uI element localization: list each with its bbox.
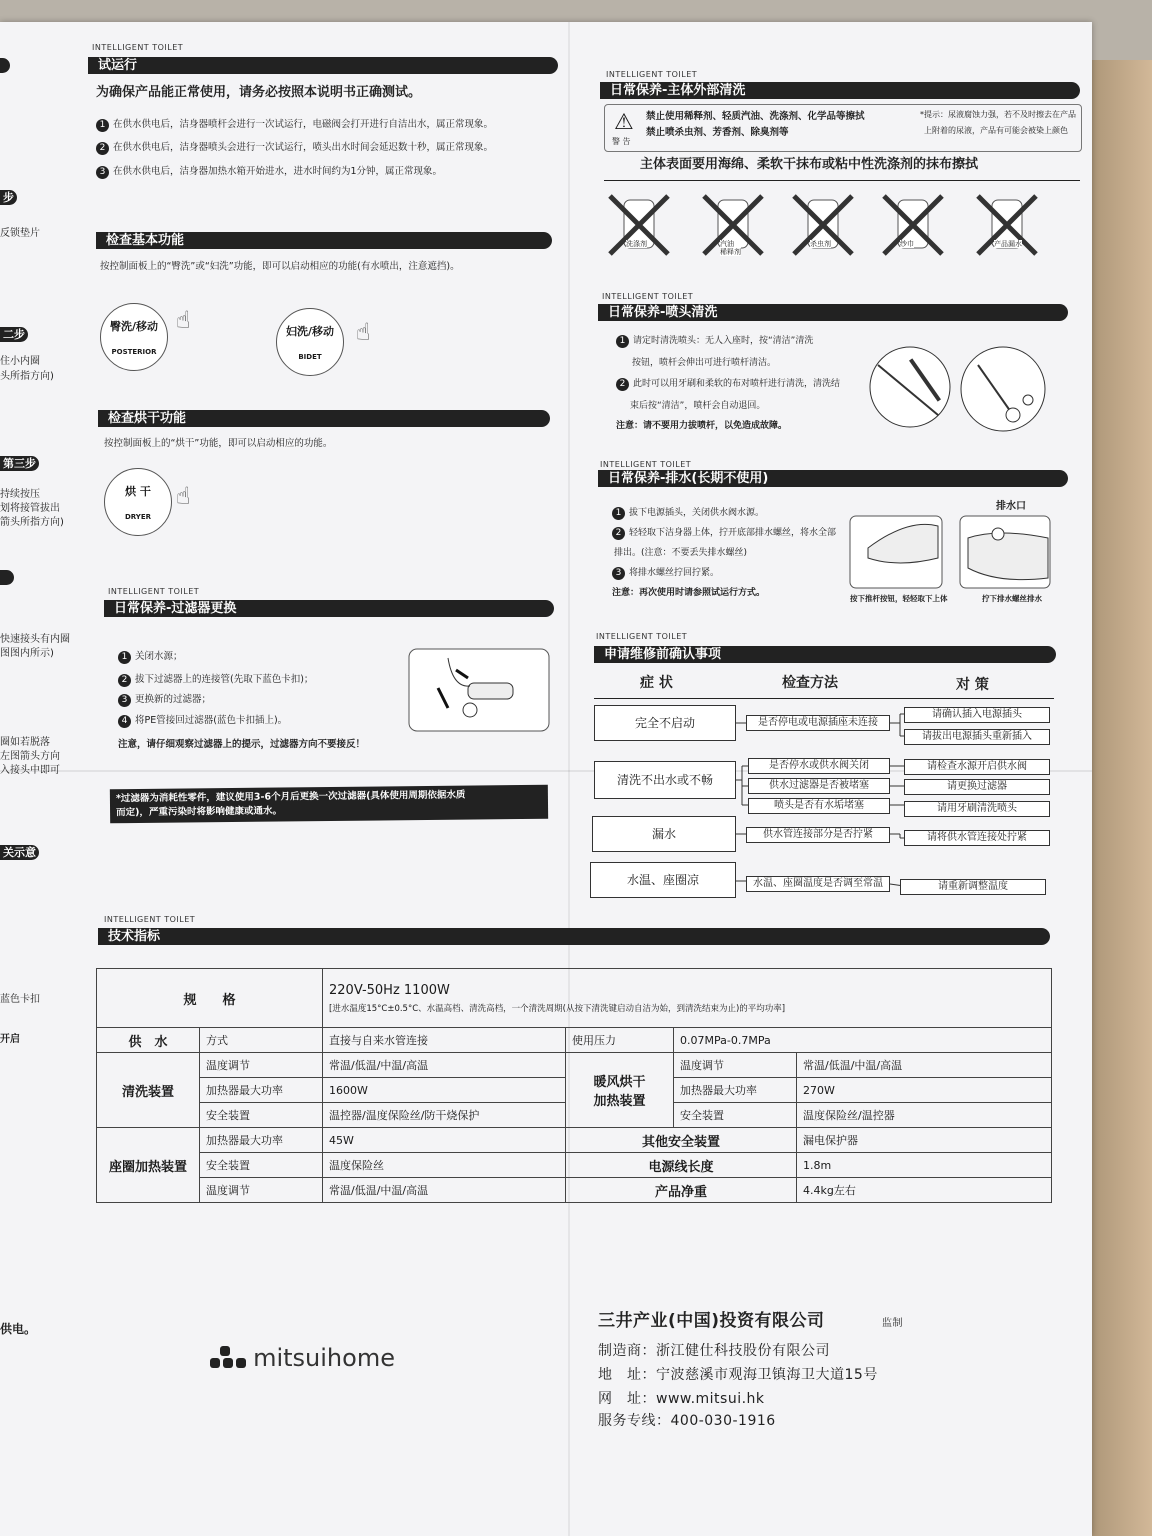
spec-table <box>96 968 1052 1203</box>
trial-intro: 为确保产品能正常使用，请务必按照本说明书正确测试。 <box>96 85 422 100</box>
filter-step <box>118 673 313 687</box>
section-title-spec: 技术指标 <box>98 928 1050 945</box>
step-number: 2 <box>616 378 629 391</box>
hand-press-icon: ☝ <box>176 482 191 510</box>
step-number: 1 <box>612 507 625 520</box>
spec-label: 规 格 <box>183 992 236 1008</box>
dryer-icon <box>104 468 172 536</box>
step-number: 3 <box>612 567 625 580</box>
dryer-value: 270W <box>797 1078 1052 1103</box>
repair-method-box: 喷头是否有水垢堵塞 <box>748 798 890 814</box>
filter-diagram <box>408 648 550 732</box>
repair-fix-box: 请拔出电源插头重新插入 <box>904 729 1050 745</box>
prohibited-item-icon <box>880 192 946 258</box>
left-fragment-text: 左图箭头方向 <box>0 751 60 762</box>
drain-step2-b: 排出。(注意：不要丢失排水螺丝) <box>614 548 748 558</box>
spec-label-cell <box>97 969 323 1028</box>
filter-step-text: 将PE管接回过滤器(蓝色卡扣插上)。 <box>135 715 288 726</box>
drain-step3-text: 将排水螺丝拧回拧紧。 <box>629 568 720 578</box>
brand-label: INTELLIGENT TOILET <box>104 915 196 924</box>
dryer-label2: 加热装置 <box>593 1094 646 1109</box>
seat-key: 加热器最大功率 <box>200 1128 323 1153</box>
drain-step3 <box>612 566 719 580</box>
other-value: 漏电保护器 <box>797 1128 1052 1153</box>
prohibited-item-icon <box>606 192 672 258</box>
drain-note: 注意：再次使用时请参照试运行方式。 <box>612 588 766 598</box>
hand-press-icon: ☝ <box>176 306 191 334</box>
repair-header-fix: 对 策 <box>956 677 989 693</box>
other-key: 电源线长度 <box>566 1153 797 1178</box>
repair-method-box: 供水管连接部分是否拧紧 <box>746 827 890 843</box>
repair-method-box: 是否停电或电源插座未连接 <box>746 715 890 731</box>
prohibited-item-label: 汽油 稀释剂 <box>720 240 741 256</box>
left-fragment-text: 入接头中即可 <box>0 765 60 776</box>
repair-method-box: 是否停水或供水阀关闭 <box>748 758 890 774</box>
left-fragment-text: 箭头所指方向) <box>0 517 64 528</box>
bidet-label: 妇洗/移动 <box>285 325 335 338</box>
wash-key: 安全装置 <box>200 1103 323 1128</box>
other-key: 其他安全装置 <box>566 1128 797 1153</box>
fold-line-vertical <box>568 22 570 1536</box>
exterior-ban2: 禁止喷杀虫剂、芳香剂、除臭剂等 <box>646 127 789 138</box>
water-value: 直接与自来水管连接 <box>323 1028 566 1053</box>
prohibited-item-icon <box>974 192 1040 258</box>
wash-value: 温控器/温度保险丝/防干烧保护 <box>323 1103 566 1128</box>
other-value: 4.4kg左右 <box>797 1178 1052 1203</box>
step-number: 3 <box>118 694 131 707</box>
repair-symptom-box: 清洗不出水或不畅 <box>594 761 736 799</box>
dryer-key: 加热器最大功率 <box>674 1078 797 1103</box>
wash-label-cell <box>97 1053 200 1128</box>
left-fragment-text: 头所指方向) <box>0 371 54 382</box>
prohibited-item-icon <box>700 192 766 258</box>
brand-label: INTELLIGENT TOILET <box>108 587 200 596</box>
repair-fix-box: 请检查水源开启供水阀 <box>904 759 1050 775</box>
step-number: 4 <box>118 715 131 728</box>
section-title-repair: 申请维修前确认事项 <box>594 646 1056 663</box>
supervise-label: 监制 <box>882 1318 903 1329</box>
filter-warning-line2: 而定)，严重污染时将影响健康或通水。 <box>116 805 282 819</box>
prohibited-item-label: 杀虫剂 <box>810 240 831 248</box>
seat-value: 常温/低温/中温/高温 <box>323 1178 566 1203</box>
repair-fix-box: 请将供水管连接处拧紧 <box>904 830 1050 846</box>
section-title-basic: 检查基本功能 <box>96 232 552 249</box>
background-right <box>1082 60 1152 1536</box>
left-fragment-step3: 第三步 <box>0 456 39 471</box>
nozzle-step2-a: 此时可以用牙刷和柔软的布对喷杆进行清洗，清洗结 <box>633 379 841 389</box>
left-fragment-text: 划将接管拔出 <box>0 503 60 514</box>
other-key: 产品净重 <box>566 1178 797 1203</box>
filter-step-text: 关闭水源； <box>135 651 183 662</box>
warning-triangle-icon: ⚠ <box>614 110 634 135</box>
water-key: 方式 <box>200 1028 323 1053</box>
drain-step1 <box>612 506 764 520</box>
filter-step <box>118 714 287 728</box>
left-fragment-bar <box>0 570 14 585</box>
nozzle-step1 <box>616 334 813 348</box>
section-title-nozzle: 日常保养-喷头清洗 <box>598 304 1068 321</box>
left-fragment-bar: 关示意 <box>0 845 39 860</box>
trial-step <box>96 141 493 155</box>
section-title-trial: 试运行 <box>88 57 558 74</box>
drain-outlet-label: 排水口 <box>996 501 1026 512</box>
nozzle-step1-a: 请定时清洗喷头：无人入座时，按“清洁”清洗 <box>633 336 814 346</box>
drain-caption1: 按下推杆按钮，轻轻取下上体 <box>850 594 948 603</box>
repair-method-box: 供水过滤器是否被堵塞 <box>748 778 890 794</box>
dryer-label1: 暖风烘干 <box>593 1075 646 1090</box>
repair-header-method: 检查方法 <box>782 675 838 691</box>
logo-text: mitsuihome <box>253 1344 395 1372</box>
exterior-tip1: *提示：尿液腐蚀力强，若不及时擦去在产品 <box>920 110 1076 119</box>
exterior-main-instruction: 主体表面要用海绵、柔软干抹布或粘中性洗涤剂的抹布擦拭 <box>640 157 979 172</box>
prohibited-item-label: 纱巾 <box>900 240 914 248</box>
repair-fix-box: 请重新调整温度 <box>900 879 1046 895</box>
step-number: 2 <box>96 142 109 155</box>
drain-caption2: 拧下排水螺丝排水 <box>982 594 1042 603</box>
trial-step-text: 在供水供电后，洁身器喷头会进行一次试运行，喷头出水时间会延迟数十秒，属正常现象。 <box>113 142 494 153</box>
seat-key: 温度调节 <box>200 1178 323 1203</box>
left-fragment-text: 持续按压 <box>0 489 40 500</box>
dryer-key: 安全装置 <box>674 1103 797 1128</box>
trial-step-text: 在供水供电后，洁身器加热水箱开始进水，进水时间约为1分钟，属正常现象。 <box>113 166 443 177</box>
section-title-filter: 日常保养-过滤器更换 <box>104 600 554 617</box>
left-fragment-text: 图图内所示) <box>0 648 54 659</box>
hotline: 服务专线：400-030-1916 <box>598 1413 776 1429</box>
left-fragment-text: 快速接头有内圈 <box>0 634 70 645</box>
drain-step1-text: 拔下电源插头，关闭供水阀水源。 <box>629 508 765 518</box>
trial-step <box>96 118 493 132</box>
warning-label: 警 告 <box>612 137 631 146</box>
exterior-tip2: 上附着的尿液，产品有可能会被染上颜色 <box>924 126 1068 135</box>
website: 网 址：www.mitsui.hk <box>598 1391 765 1407</box>
drain-step2-a: 轻轻取下洁身器上体，拧开底部排水螺丝，将水全部 <box>629 528 837 538</box>
dryer-value: 温度保险丝/温控器 <box>797 1103 1052 1128</box>
posterior-icon <box>100 303 168 371</box>
nozzle-cleaning-diagram <box>868 345 1068 435</box>
wash-key: 加热器最大功率 <box>200 1078 323 1103</box>
left-fragment-text: 开启 <box>0 1034 20 1045</box>
prohibited-item-label: 洗涤剂 <box>626 240 647 248</box>
left-fragment-text: 圈如若脱落 <box>0 737 50 748</box>
brand-label: INTELLIGENT TOILET <box>600 460 692 469</box>
nozzle-step2-b: 束后按“清洁”，喷杆会自动退回。 <box>630 401 766 411</box>
dryer-desc: 按控制面板上的“烘干”功能，即可以启动相应的功能。 <box>104 438 333 449</box>
logo-mark-icon <box>210 1344 248 1372</box>
step-number: 2 <box>118 674 131 687</box>
repair-symptom-box: 水温、座圈凉 <box>590 862 736 898</box>
brand-label: INTELLIGENT TOILET <box>602 292 694 301</box>
filter-step-text: 拔下过滤器上的连接管(先取下蓝色卡扣)； <box>135 674 314 685</box>
nozzle-step2 <box>616 377 840 391</box>
mitsuihome-logo <box>210 1344 395 1372</box>
prohibited-item-label: 产品漏水 <box>994 240 1022 248</box>
repair-header-symptom: 症 状 <box>640 675 673 691</box>
wash-value: 常温/低温/中温/高温 <box>323 1053 566 1078</box>
prohibited-item-icon <box>790 192 856 258</box>
section-title-dryer: 检查烘干功能 <box>98 410 550 427</box>
repair-fix-box: 请确认插入电源插头 <box>904 707 1050 723</box>
seat-key: 安全装置 <box>200 1153 323 1178</box>
section-title-exterior: 日常保养-主体外部清洗 <box>600 82 1080 99</box>
dryer-sublabel: DRYER <box>124 513 152 521</box>
filter-note: 注意，请仔细观察过滤器上的提示，过滤器方向不要接反！ <box>118 739 366 750</box>
filter-step <box>118 693 211 707</box>
filter-warning-line1: *过滤器为消耗性零件，建议使用3-6个月后更换一次过滤器(具体使用周期依据水质 <box>115 789 466 805</box>
left-fragment-text: 蓝色卡扣 <box>0 994 40 1005</box>
dryer-key: 温度调节 <box>674 1053 797 1078</box>
maker: 制造商：浙江健仕科技股份有限公司 <box>598 1343 830 1359</box>
step-number: 1 <box>616 335 629 348</box>
divider <box>594 698 1054 699</box>
seat-label: 座圈加热装置 <box>108 1159 187 1175</box>
pressure-key: 使用压力 <box>566 1028 674 1053</box>
wash-key: 温度调节 <box>200 1053 323 1078</box>
brand-label: INTELLIGENT TOILET <box>606 70 698 79</box>
filter-step <box>118 650 183 664</box>
pressure-value: 0.07MPa-0.7MPa <box>674 1028 1052 1053</box>
dryer-label: 烘 干 <box>125 485 151 498</box>
wash-value: 1600W <box>323 1078 566 1103</box>
spec-value: 220V-50Hz 1100W <box>329 982 450 998</box>
basic-desc: 按控制面板上的“臀洗”或“妇洗”功能，即可以启动相应的功能(有水喷出，注意遮挡)。 <box>100 261 460 272</box>
divider <box>604 180 1080 181</box>
repair-fix-box: 请用牙刷清洗喷头 <box>904 801 1050 817</box>
repair-method-box: 水温、座圈温度是否调至常温 <box>746 876 890 892</box>
nozzle-note: 注意：请不要用力拔喷杆，以免造成故障。 <box>616 421 788 431</box>
filter-warning-box <box>110 785 548 824</box>
company-name: 三井产业(中国)投资有限公司 <box>598 1311 825 1331</box>
step-number: 1 <box>118 651 131 664</box>
left-fragment-text: 供电。 <box>0 1322 37 1336</box>
brand-label: INTELLIGENT TOILET <box>92 43 184 52</box>
hand-press-icon: ☝ <box>356 318 371 346</box>
spec-note: [进水温度15°C±0.5°C、水温高档、清洗高档，一个清洗周期(从按下清洗键启动自洁为始，到清洗结束为止)的平均功率] <box>329 1003 786 1014</box>
water-label: 供 水 <box>128 1034 168 1050</box>
left-fragment-text: 反锁垫片 <box>0 228 40 239</box>
posterior-label: 臀洗/移动 <box>109 320 159 333</box>
other-value: 1.8m <box>797 1153 1052 1178</box>
repair-symptom-box: 完全不启动 <box>594 705 736 741</box>
spec-value-cell <box>323 969 1052 1028</box>
seat-value: 温度保险丝 <box>323 1153 566 1178</box>
step-number: 3 <box>96 166 109 179</box>
bidet-sublabel: BIDET <box>298 353 322 361</box>
step-number: 2 <box>612 527 625 540</box>
dryer-label-cell <box>566 1053 674 1128</box>
left-fragment-step2: 二步 <box>0 327 28 342</box>
seat-value: 45W <box>323 1128 566 1153</box>
trial-step <box>96 165 442 179</box>
drain-step2 <box>612 526 836 540</box>
repair-symptom-box: 漏水 <box>592 816 736 852</box>
seat-label-cell <box>97 1128 200 1203</box>
water-label-cell <box>97 1028 200 1053</box>
filter-step-text: 更换新的过滤器； <box>135 694 212 705</box>
trial-step-text: 在供水供电后，洁身器喷杆会进行一次试运行，电磁阀会打开进行自洁出水，属正常现象。 <box>113 119 494 130</box>
left-fragment-text: 住小内圈 <box>0 356 40 367</box>
section-title-drain: 日常保养-排水(长期不使用) <box>598 470 1068 487</box>
brand-label: INTELLIGENT TOILET <box>596 632 688 641</box>
exterior-ban1: 禁止使用稀释剂、轻质汽油、洗涤剂、化学品等擦拭 <box>646 111 865 122</box>
posterior-sublabel: POSTERIOR <box>111 348 157 356</box>
wash-label: 清洗装置 <box>121 1084 174 1100</box>
address: 地 址：宁波慈溪市观海卫镇海卫大道15号 <box>598 1367 878 1383</box>
bidet-icon <box>276 308 344 376</box>
step-number: 1 <box>96 119 109 132</box>
dryer-value: 常温/低温/中温/高温 <box>797 1053 1052 1078</box>
left-fragment-step1: 步 <box>0 190 17 205</box>
nozzle-step1-b: 按钮，喷杆会伸出可进行喷杆清洁。 <box>632 358 777 368</box>
repair-fix-box: 请更换过滤器 <box>904 779 1050 795</box>
